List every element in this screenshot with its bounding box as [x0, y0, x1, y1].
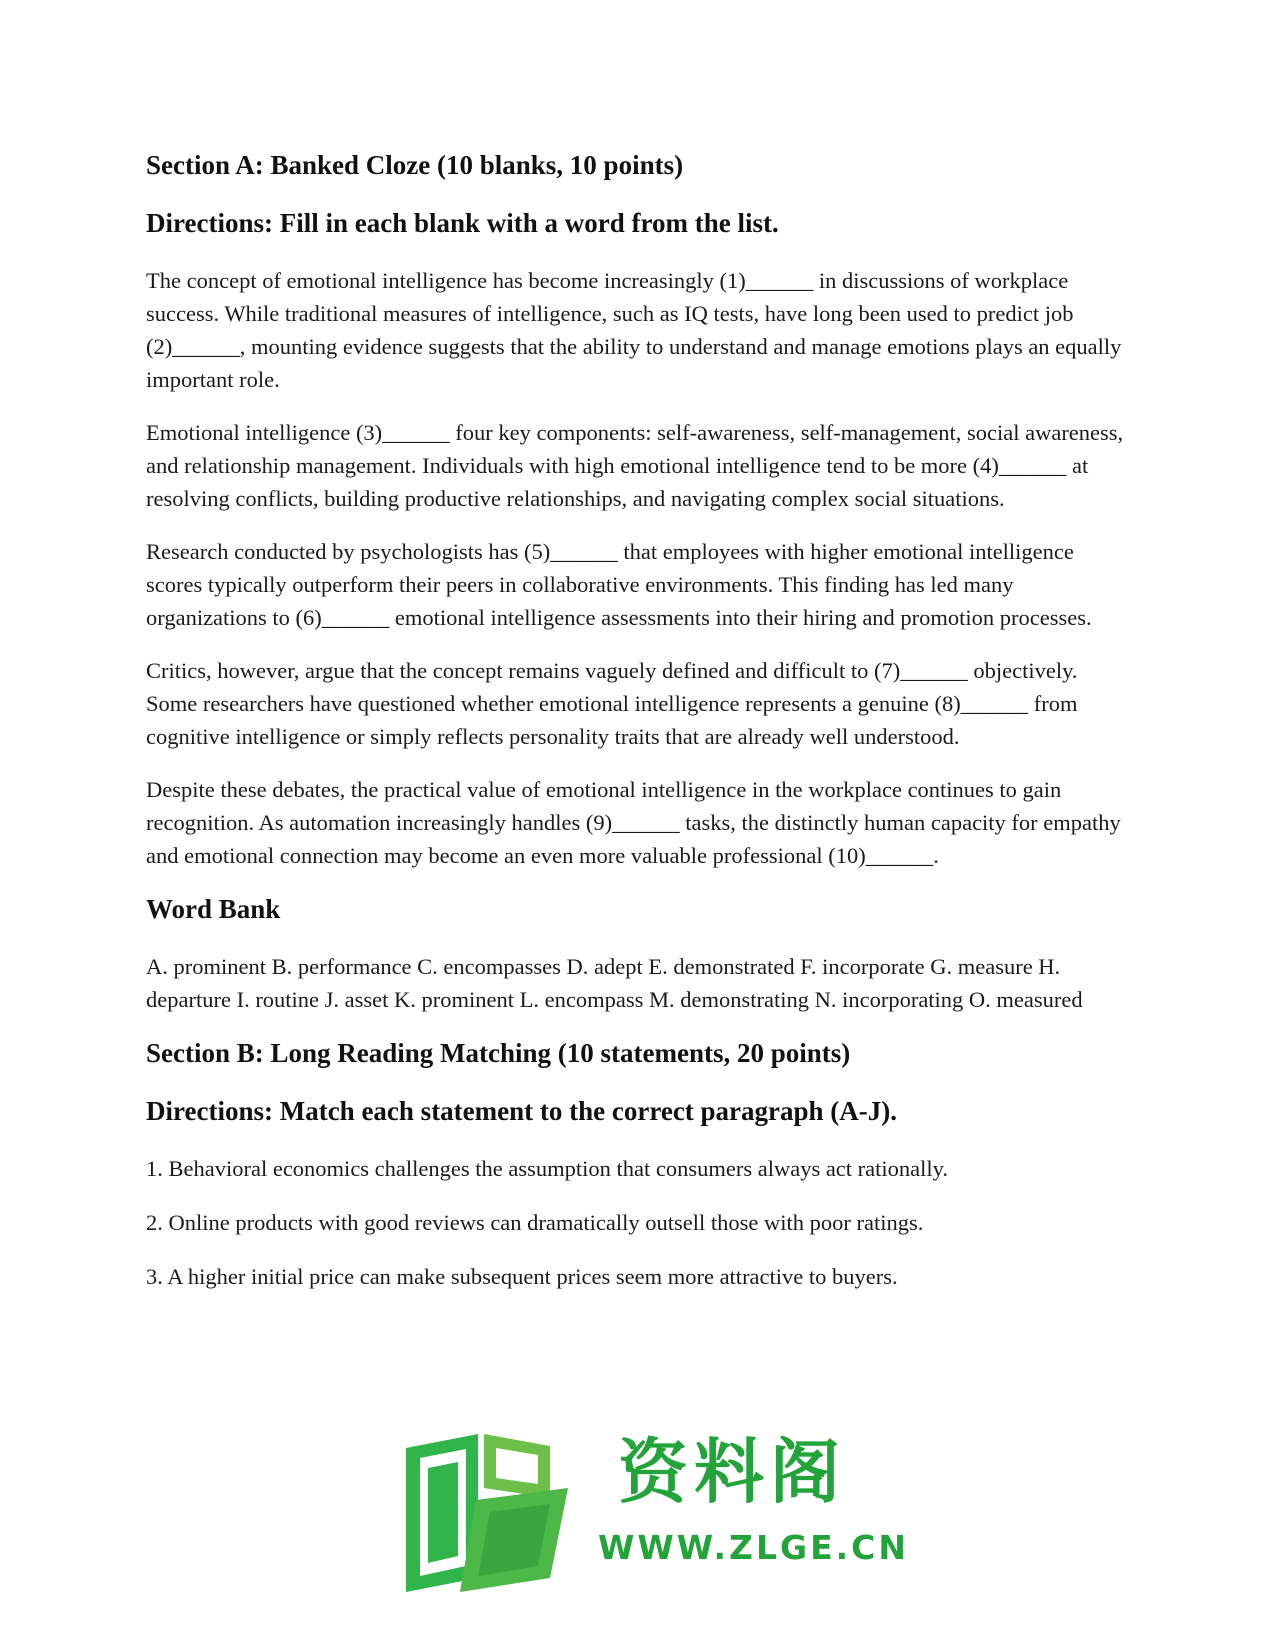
cloze-paragraph-2: Emotional intelligence (3)______ four key components: self-awareness, self-management, social awareness, and relationship management. Individuals with high emotional intelligence tend to be more (4)______ at resolving conflicts, building productive relationships, and navigating complex social situations.: [146, 420, 1124, 511]
word-bank-list: A. prominent B. performance C. encompasses D. adept E. demonstrated F. incorporate G. measure H. departure I. routine J. asset K. prominent L. encompass M. demonstrating N. incorporating O. measured: [146, 954, 1083, 1012]
cloze-paragraph-5: Despite these debates, the practical value of emotional intelligence in the workplace continues to gain recognition. As automation increasingly handles (9)______ tasks, the distinctly human capacity for empathy and emotional connection may become an even more valuable professional (10)______.: [146, 777, 1121, 868]
cloze-paragraph-3: Research conducted by psychologists has (5)______ that employees with higher emotional intelligence scores typically outperform their peers in collaborative environments. This finding has led many organizations to (6)______ emotional intelligence assessments into their hiring and promotion processes.: [146, 539, 1092, 630]
statement-2: 2. Online products with good reviews can dramatically outsell those with poor ratings.: [146, 1210, 924, 1235]
watermark-name: 资料阁: [618, 1431, 846, 1513]
statement-3: 3. A higher initial price can make subsequent prices seem more attractive to buyers.: [146, 1264, 898, 1289]
section-a-title: Section A: Banked Cloze (10 blanks, 10 points): [146, 150, 684, 180]
cloze-paragraph-4: Critics, however, argue that the concept remains vaguely defined and difficult to (7)______ objectively. Some researchers have questioned whether emotional intelligence represents a genuine (8)______ from cognitive intelligence or simply reflects personality traits that are already well understood.: [146, 658, 1078, 749]
statement-1: 1. Behavioral economics challenges the assumption that consumers always act rationally.: [146, 1156, 949, 1181]
section-b-directions: Directions: Match each statement to the correct paragraph (A-J).: [146, 1096, 898, 1126]
watermark-url: WWW.ZLGE.CN: [598, 1528, 910, 1567]
document-body: [146, 140, 1126, 1314]
cloze-paragraph-1: The concept of emotional intelligence has become increasingly (1)______ in discussions of workplace success. While traditional measures of intelligence, such as IQ tests, have long been used to predict job (2)______, mounting evidence suggests that the ability to understand and manage emotions plays an equally important role.: [146, 268, 1122, 392]
word-bank-title: Word Bank: [146, 894, 281, 924]
watermark: [400, 1428, 910, 1598]
section-a-directions: Directions: Fill in each blank with a word from the list.: [146, 208, 779, 238]
open-book-icon: [400, 1428, 590, 1598]
section-b-title: Section B: Long Reading Matching (10 statements, 20 points): [146, 1038, 851, 1068]
